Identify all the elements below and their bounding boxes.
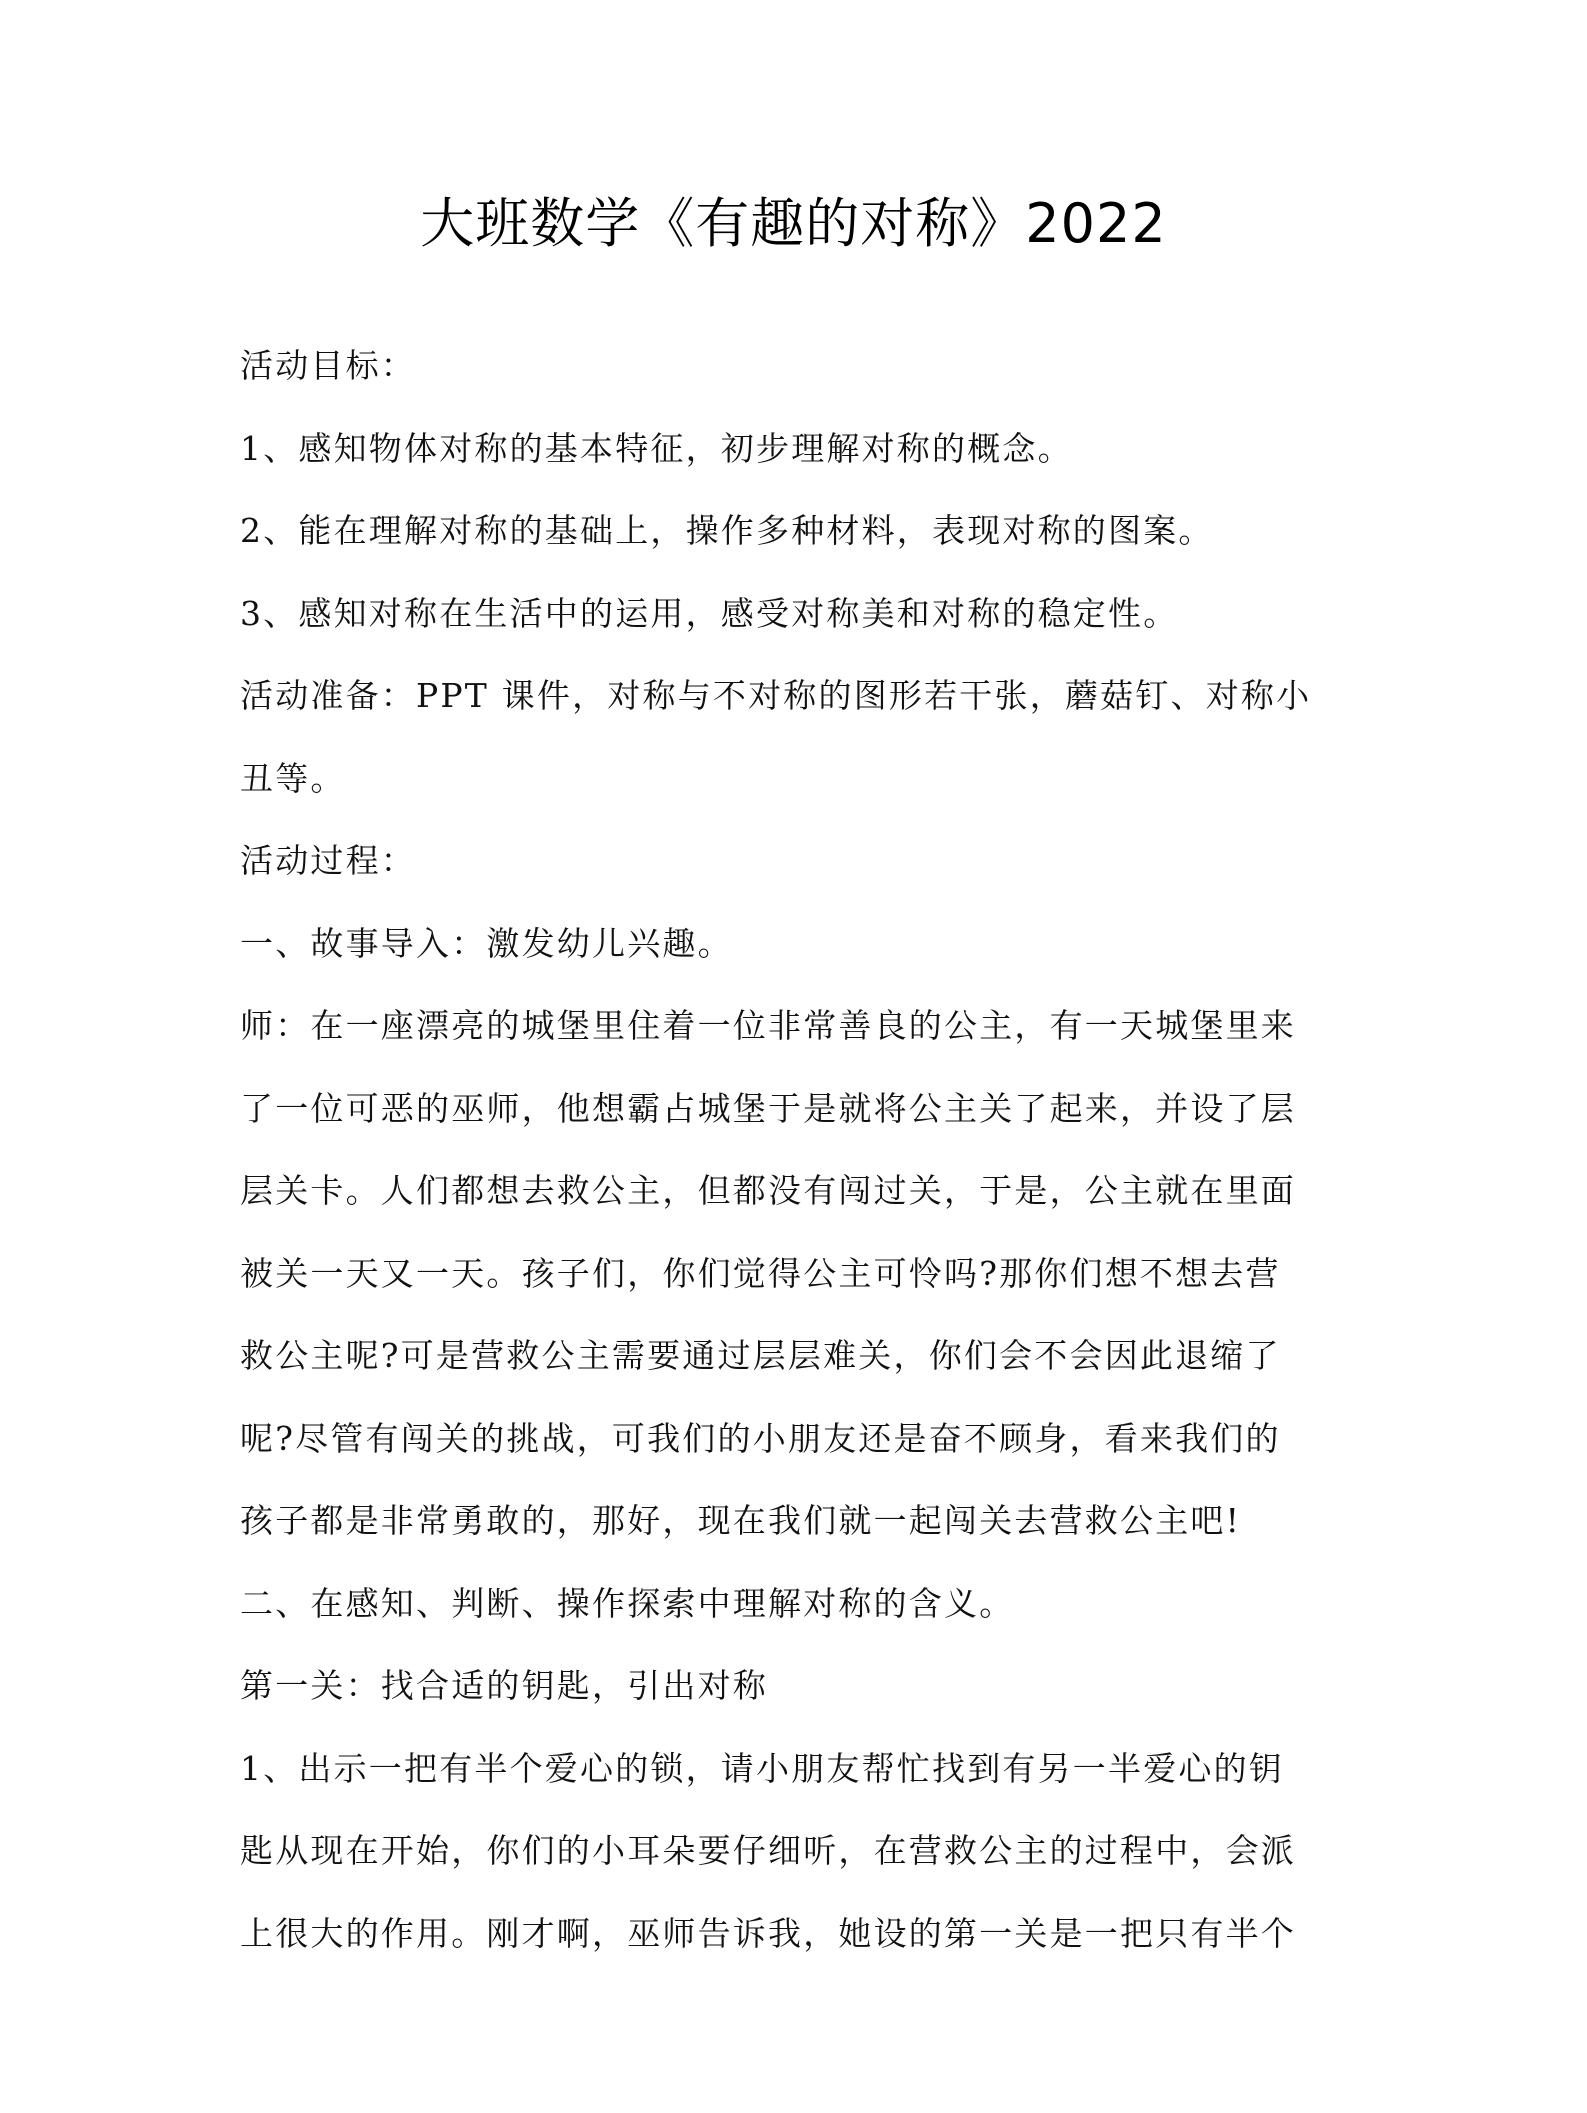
section-heading-process: 活动过程： — [240, 841, 416, 880]
paragraph-line: 上很大的作用。刚才啊，巫师告诉我，她设的第一关是一把只有半个 — [240, 1913, 1296, 1953]
document-title: 大班数学《有趣的对称》2022 — [420, 192, 1167, 256]
preparation-text-cont: 丑等。 — [240, 758, 346, 798]
goal-item-1: 1、感知物体对称的基本特征，初步理解对称的概念。 — [240, 428, 1073, 468]
paragraph-line: 孩子都是非常勇敢的，那好，现在我们就一起闯关去营救公主吧! — [240, 1501, 1242, 1540]
paragraph-line: 呢?尽管有闯关的挑战，可我们的小朋友还是奋不顾身，看来我们的 — [240, 1418, 1281, 1458]
paragraph-line: 匙从现在开始，你们的小耳朵要仔细听，在营救公主的过程中，会派 — [240, 1831, 1296, 1870]
preparation-text: 活动准备：PPT 课件，对称与不对称的图形若干张，蘑菇钉、对称小 — [240, 676, 1312, 715]
paragraph-line: 被关一天又一天。孩子们，你们觉得公主可怜吗?那你们想不想去营 — [240, 1253, 1281, 1293]
paragraph-line: 救公主呢?可是营救公主需要通过层层难关，你们会不会因此退缩了 — [240, 1336, 1281, 1375]
goal-item-3: 3、感知对称在生活中的运用，感受对称美和对称的稳定性。 — [240, 593, 1179, 633]
paragraph-line: 了一位可恶的巫师，他想霸占城堡于是就将公主关了起来，并设了层 — [240, 1088, 1296, 1128]
paragraph-line: 层关卡。人们都想去救公主，但都没有闯过关，于是，公主就在里面 — [240, 1171, 1296, 1210]
step-heading-1: 一、故事导入：激发幼儿兴趣。 — [240, 923, 733, 963]
paragraph-line: 师：在一座漂亮的城堡里住着一位非常善良的公主，有一天城堡里来 — [240, 1006, 1296, 1045]
paragraph-line: 1、出示一把有半个爱心的锁，请小朋友帮忙找到有另一半爱心的钥 — [240, 1748, 1284, 1788]
level-heading-1: 第一关：找合适的钥匙，引出对称 — [240, 1666, 768, 1705]
section-heading-goals: 活动目标： — [240, 346, 416, 385]
document-body — [240, 325, 1340, 1975]
step-heading-2: 二、在感知、判断、操作探索中理解对称的含义。 — [240, 1583, 1015, 1623]
goal-item-2: 2、能在理解对称的基础上，操作多种材料，表现对称的图案。 — [240, 511, 1214, 550]
